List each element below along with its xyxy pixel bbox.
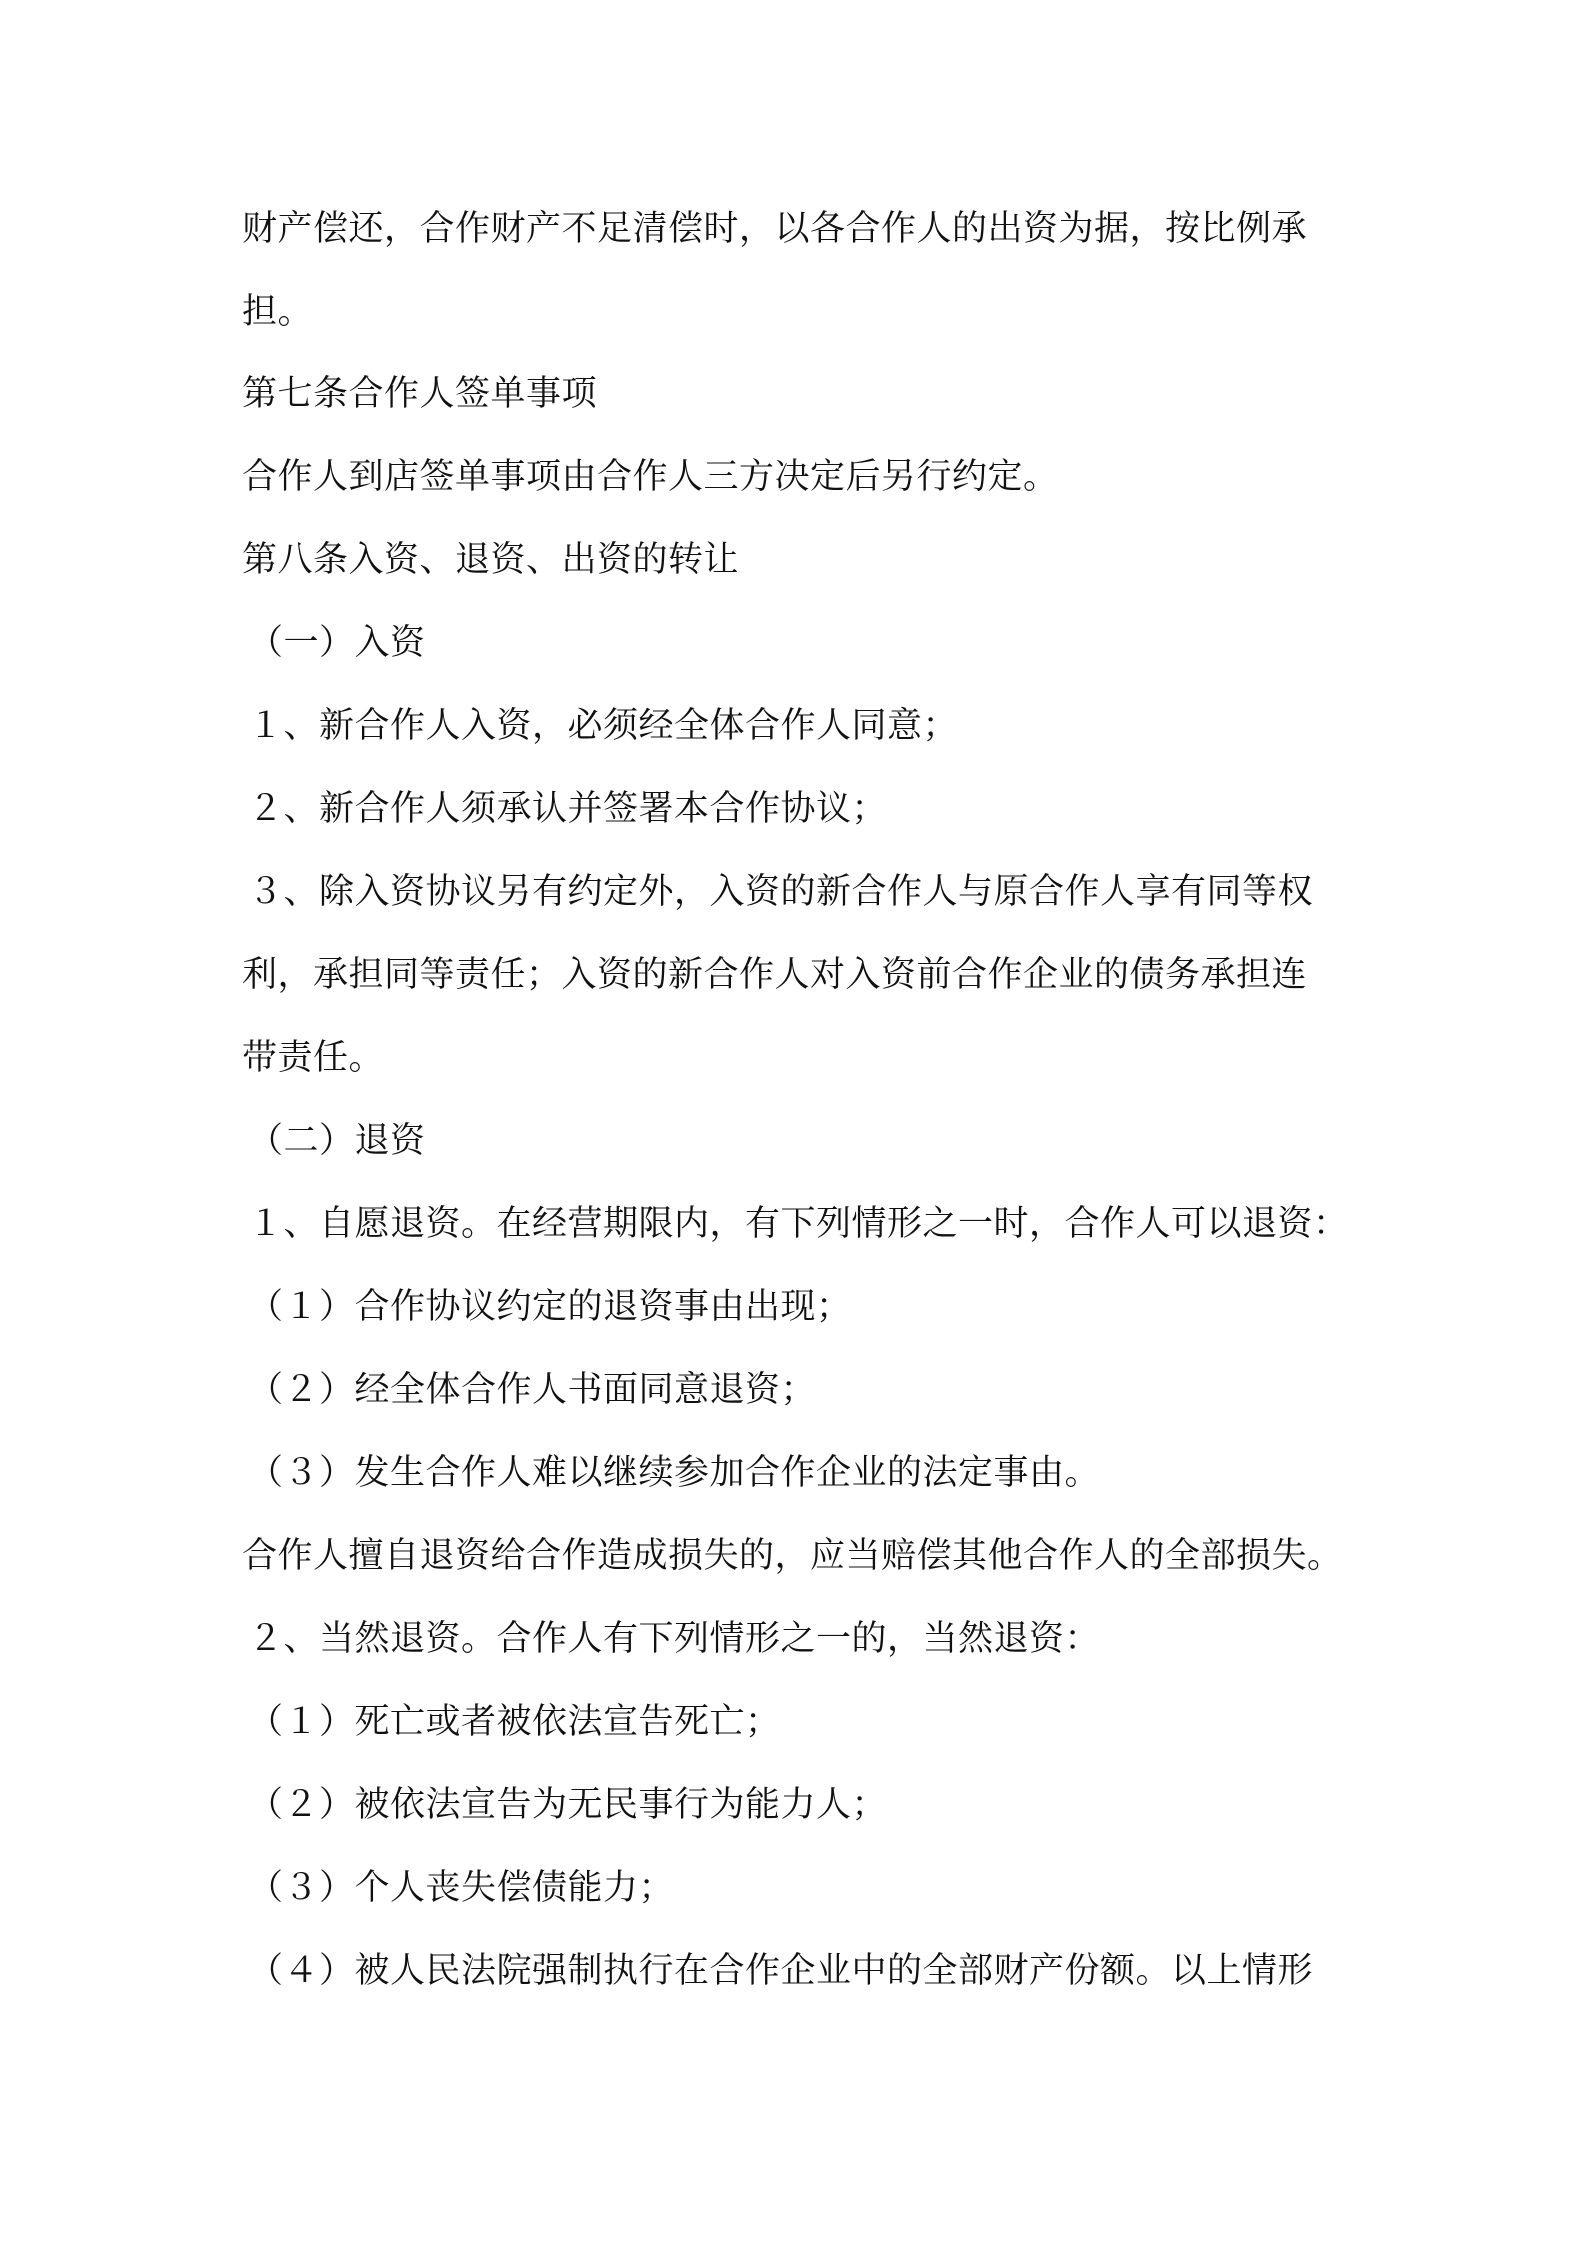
sub-list-item: （１）合作协议约定的退资事由出现； [248,1287,852,1327]
paragraph-line: 财产偿还，合作财产不足清偿时，以各合作人的出资为据，按比例承 [242,209,1308,249]
section-heading: （一）入资 [248,623,426,663]
paragraph-line: 合作人到店签单事项由合作人三方决定后另行约定。 [242,457,1059,497]
list-item: １、新合作人入资，必须经全体合作人同意； [248,706,959,746]
sub-list-item: （２）被依法宣告为无民事行为能力人； [248,1785,888,1825]
article-heading: 第八条入资、退资、出资的转让 [242,540,740,580]
list-item: ２、新合作人须承认并签署本合作协议； [248,789,888,829]
paragraph-line: 利，承担同等责任；入资的新合作人对入资前合作企业的债务承担连 [242,955,1308,995]
paragraph-line: 带责任。 [242,1038,385,1078]
sub-list-item: （１）死亡或者被依法宣告死亡； [248,1702,781,1742]
paragraph-line: 合作人擅自退资给合作造成损失的，应当赔偿其他合作人的全部损失。 [242,1536,1343,1576]
list-item: １、自愿退资。在经营期限内，有下列情形之一时，合作人可以退资： [248,1204,1349,1244]
sub-list-item: （３）个人丧失偿债能力； [248,1868,675,1908]
list-item: ２、当然退资。合作人有下列情形之一的，当然退资： [248,1619,1101,1659]
section-heading: （二）退资 [248,1121,426,1161]
article-heading: 第七条合作人签单事项 [242,374,598,414]
sub-list-item: （３）发生合作人难以继续参加合作企业的法定事由。 [248,1453,1101,1493]
sub-list-item: （４）被人民法院强制执行在合作企业中的全部财产份额。以上情形 [248,1951,1314,1991]
sub-list-item: （２）经全体合作人书面同意退资； [248,1370,817,1410]
list-item: ３、除入资协议另有约定外，入资的新合作人与原合作人享有同等权 [248,872,1314,912]
paragraph-line: 担。 [242,292,314,332]
